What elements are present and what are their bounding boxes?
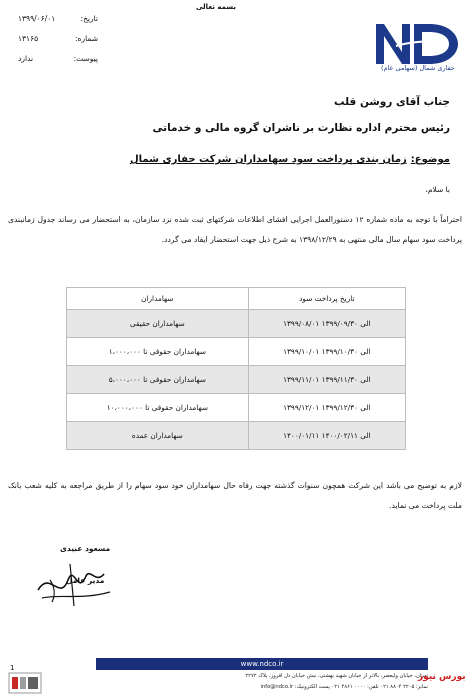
recipient-title: رئیس محترم اداره نظارت بر ناشران گروه مالی و خدماتی bbox=[152, 122, 450, 134]
cell-group: سهامداران حقوقی تا ۱،۰۰۰،۰۰۰ bbox=[67, 338, 249, 366]
body-paragraph: احتراماً با توجه به ماده شماره ۱۲ دستورالعمل اجرایی افشای اطلاعات شرکتهای ثبت شده نزد سازمان، به استحضار می رساند جدول زمانبندی پرداخت سود سهام سال مالی منتهی به ۱۳۹۸/۱۲/۲۹ به شرح ذیل جهت استحضار ایفاد می گردد. bbox=[8, 215, 462, 244]
greeting: با سلام، bbox=[425, 185, 450, 194]
dividend-schedule-table bbox=[66, 287, 406, 450]
page-number: 1 bbox=[10, 664, 15, 672]
recipient-name: جناب آقای روشن قلب bbox=[334, 96, 450, 108]
table-row bbox=[67, 422, 406, 450]
table-row bbox=[67, 310, 406, 338]
letter-footer bbox=[96, 658, 428, 696]
signatory-role: مدیر عامل bbox=[66, 576, 105, 585]
meta-attachment-value: ندارد bbox=[18, 53, 34, 63]
cell-date: ۱۳۹۹/۱۰/۰۱ الی ۱۳۹۹/۱۰/۳۰ bbox=[248, 338, 405, 366]
bismillah-heading: بسمه تعالی bbox=[195, 3, 237, 11]
meta-date-row bbox=[8, 8, 98, 28]
logo-caption: حفاری شمال (سهامی عام) bbox=[381, 64, 455, 72]
meta-attachment-row bbox=[8, 48, 98, 68]
subject-text: زمان بندی پرداخت سود سهامداران شرکت حفاری شمال bbox=[130, 154, 407, 165]
certification-mark-icon bbox=[8, 672, 42, 694]
cell-group: سهامداران حقیقی bbox=[67, 310, 249, 338]
col-header-date: تاریخ پرداخت سود bbox=[248, 288, 405, 310]
table-row bbox=[67, 366, 406, 394]
subject-label: موضوع: bbox=[410, 154, 450, 165]
col-header-shareholders: سهامداران bbox=[67, 288, 249, 310]
table-row bbox=[67, 338, 406, 366]
meta-number-label: شماره: bbox=[75, 33, 98, 43]
cell-group: سهامداران عمده bbox=[67, 422, 249, 450]
closing-paragraph: لازم به توضیح می باشد این شرکت همچون سنوات گذشته جهت رفاه حال سهامداران خود سود سهام را از طریق مراجعه به کلیه شعب بانک ملت پرداخت می نماید. bbox=[8, 481, 462, 510]
meta-number-row bbox=[8, 28, 98, 48]
cell-date: ۱۳۹۹/۱۲/۰۱ الی ۱۳۹۹/۱۲/۳۰ bbox=[248, 394, 405, 422]
cell-date: ۱۳۹۹/۰۸/۰۱ الی ۱۳۹۹/۰۹/۳۰ bbox=[248, 310, 405, 338]
cell-group: سهامداران حقوقی تا ۱۰،۰۰۰،۰۰۰ bbox=[67, 394, 249, 422]
meta-date-value: ۱۳۹۹/۰۶/۰۱ bbox=[18, 13, 56, 23]
cell-group: سهامداران حقوقی تا ۵،۰۰۰،۰۰۰ bbox=[67, 366, 249, 394]
meta-date-label: تاریخ: bbox=[80, 13, 98, 23]
signatory-name: مسعود عبیدی bbox=[60, 544, 111, 553]
footer-website[interactable]: www.ndco.ir bbox=[96, 658, 428, 670]
footer-address: تهران، خیابان ولیعصر، بالاتر از خیابان شهید بهشتی، نبش خیابان دل افروز، پلاک ۲۲۷۲ bbox=[245, 673, 428, 679]
table-row bbox=[67, 394, 406, 422]
table-header-row bbox=[67, 288, 406, 310]
cell-date: ۱۴۰۰/۰۱/۱۱ الی ۱۴۰۰/۰۲/۱۱ bbox=[248, 422, 405, 450]
letter-meta bbox=[8, 8, 98, 68]
footer-contact: نمابر: ۲۲۰۵ ۸۸۰۴ ۰۲۱ تلفن: ۰۰۰۰ ۴۸۶۱ ۰۲۱ پست الکترونیک: info@ndco.ir bbox=[260, 684, 428, 690]
meta-attachment-label: پیوست: bbox=[73, 53, 98, 63]
subject-line bbox=[130, 154, 450, 165]
meta-number-value: ۱۳۱۶۵ bbox=[18, 33, 39, 43]
brand-watermark: بورس نیوز bbox=[418, 672, 466, 682]
cell-date: ۱۳۹۹/۱۱/۰۱ الی ۱۳۹۹/۱۱/۳۰ bbox=[248, 366, 405, 394]
